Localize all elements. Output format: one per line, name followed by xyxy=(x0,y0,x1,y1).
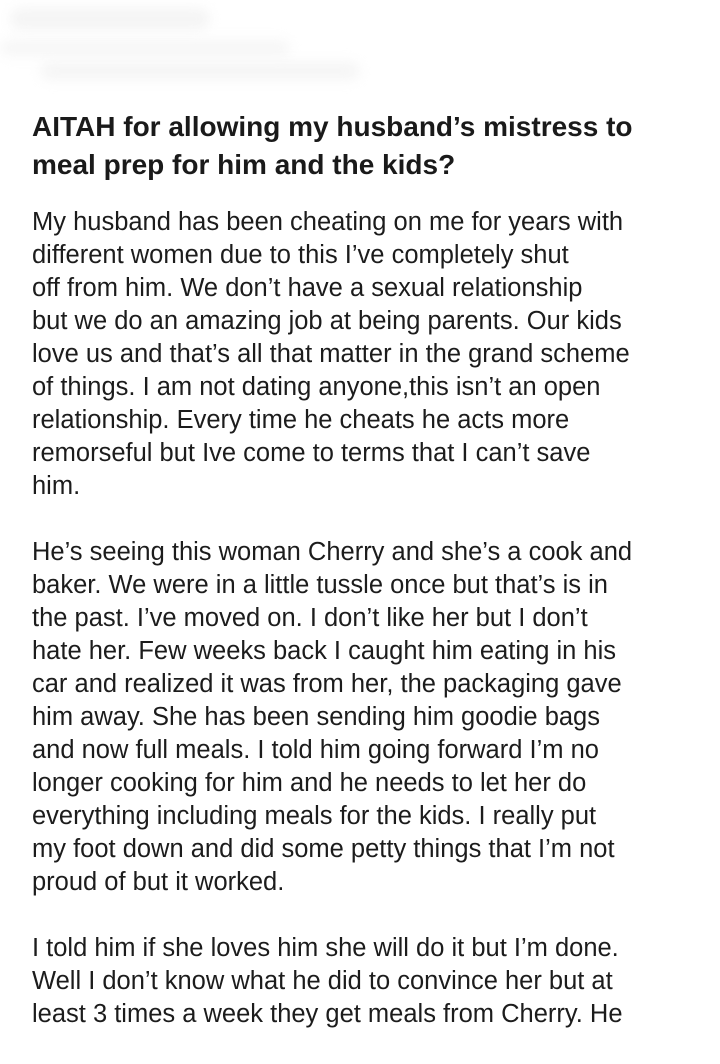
blurred-subtitle xyxy=(40,62,360,80)
blurred-header xyxy=(0,0,720,100)
post-paragraph-1: My husband has been cheating on me for years with different women due to this I’ve completely shut off from him. We don’t have a sexual relationship but we do an amazing job at being parents. Our kids love us and that’s all that matter in the grand scheme of things. I am not dating anyone,this isn’t an open relationship. Every time he cheats he acts more remorseful but Ive come to terms that I can’t save him. xyxy=(32,208,630,500)
post-paragraph-2: He’s seeing this woman Cherry and she’s a cook and baker. We were in a little tussle once but that’s is in the past. I’ve moved on. I don’t like her but I don’t hate her. Few weeks back I caught him eating in his car and realized it was from her, the packaging gave him away. She has been sending him goodie bags and now full meals. I told him going forward I’m no longer cooking for him and he needs to let her do everything including meals for the kids. I really put my foot down and did some petty things that I’m not proud of but it worked. xyxy=(32,538,633,896)
post-title: AITAH for allowing my husband’s mistress to meal prep for him and the kids? xyxy=(32,111,633,180)
post-content xyxy=(32,108,692,1064)
blurred-username xyxy=(10,8,210,30)
blurred-metadata xyxy=(0,40,290,56)
post-paragraph-3: I told him if she loves him she will do it but I’m done. Well I don’t know what he did to convince her but at least 3 times a week they get meals from Cherry. He xyxy=(32,934,623,1028)
